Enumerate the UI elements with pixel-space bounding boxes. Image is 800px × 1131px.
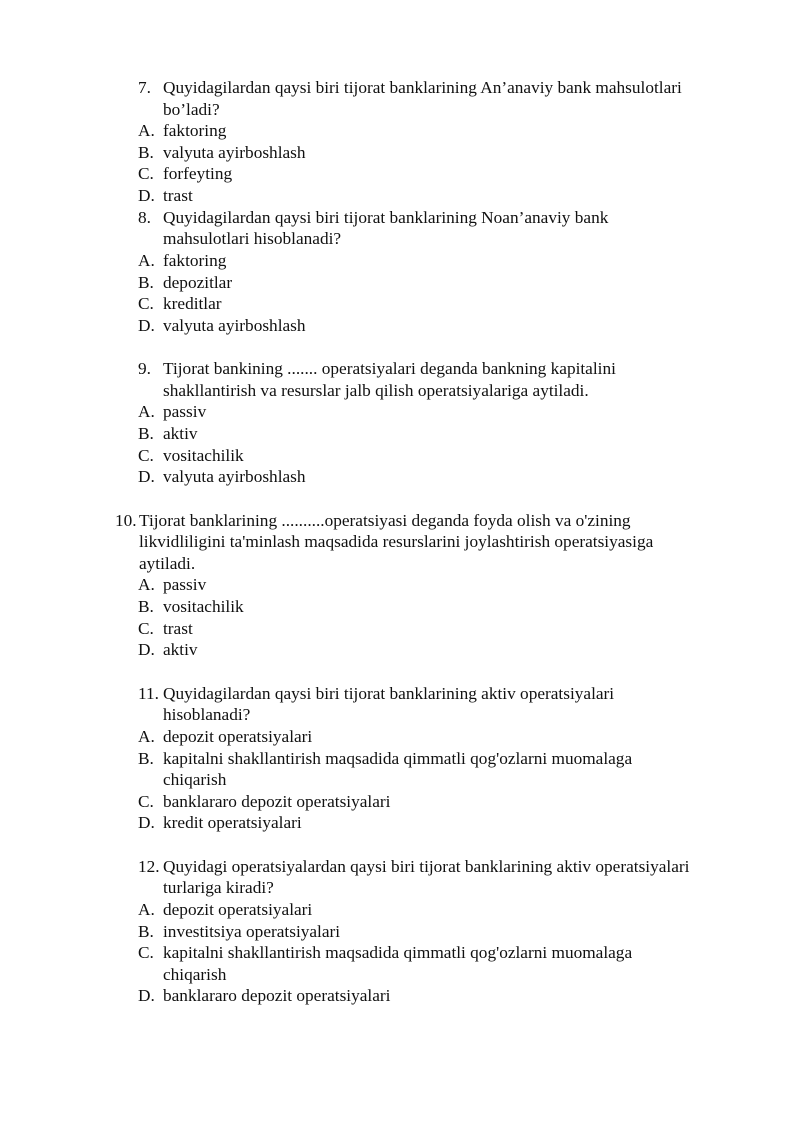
question-number: 10.: [115, 511, 137, 530]
option-text: passiv: [163, 402, 207, 421]
question-text: Quyidagilardan qaysi biri tijorat banklarining An’anaviy bank mahsulotlari: [163, 78, 682, 97]
option-text: valyuta ayirboshlash: [163, 143, 306, 162]
option-text: valyuta ayirboshlash: [163, 316, 306, 335]
question-number: 11.: [138, 684, 159, 703]
option-letter: C.: [138, 294, 154, 313]
question-number: 7.: [138, 78, 151, 97]
question-text: Quyidagilardan qaysi biri tijorat banklarining Noan’anaviy bank: [163, 208, 609, 227]
option-letter: B.: [138, 273, 154, 292]
option-text: kapitalni shakllantirish maqsadida qimmatli qog'ozlarni muomalaga: [163, 943, 633, 962]
option-text: trast: [163, 186, 193, 205]
question-number: 9.: [138, 359, 151, 378]
question-number: 8.: [138, 208, 151, 227]
option-text: depozit operatsiyalari: [163, 900, 313, 919]
option-letter: A.: [138, 900, 155, 919]
option-text: depozitlar: [163, 273, 233, 292]
option-text: banklararo depozit operatsiyalari: [163, 792, 391, 811]
option-letter: A.: [138, 402, 155, 421]
option-letter: B.: [138, 424, 154, 443]
option-letter: C.: [138, 164, 154, 183]
option-text: passiv: [163, 575, 207, 594]
question-text: Quyidagi operatsiyalardan qaysi biri tijorat banklarining aktiv operatsiyalari: [163, 857, 690, 876]
question-text: aytiladi.: [139, 554, 196, 573]
option-letter: D.: [138, 186, 155, 205]
question-text: turlariga kiradi?: [163, 878, 274, 897]
option-letter: A.: [138, 251, 155, 270]
option-letter: A.: [138, 727, 155, 746]
option-letter: D.: [138, 986, 155, 1005]
option-letter: C.: [138, 619, 154, 638]
option-text: kredit operatsiyalari: [163, 813, 302, 832]
option-letter: B.: [138, 597, 154, 616]
option-text: valyuta ayirboshlash: [163, 467, 306, 486]
option-text: aktiv: [163, 424, 198, 443]
option-letter: B.: [138, 143, 154, 162]
option-letter: D.: [138, 467, 155, 486]
question-text: bo’ladi?: [163, 100, 220, 119]
option-letter: D.: [138, 640, 155, 659]
option-letter: B.: [138, 749, 154, 768]
question-text: Tijorat bankining ....... operatsiyalari deganda bankning kapitalini: [163, 359, 616, 378]
option-letter: B.: [138, 922, 154, 941]
option-letter: C.: [138, 792, 154, 811]
option-text: vositachilik: [163, 446, 244, 465]
option-text: banklararo depozit operatsiyalari: [163, 986, 391, 1005]
option-letter: C.: [138, 446, 154, 465]
option-text: faktoring: [163, 121, 227, 140]
option-text: kapitalni shakllantirish maqsadida qimmatli qog'ozlarni muomalaga: [163, 749, 633, 768]
option-text: chiqarish: [163, 965, 227, 984]
option-text: kreditlar: [163, 294, 222, 313]
option-text: aktiv: [163, 640, 198, 659]
question-text: mahsulotlari hisoblanadi?: [163, 229, 342, 248]
question-text: Quyidagilardan qaysi biri tijorat banklarining aktiv operatsiyalari: [163, 684, 615, 703]
option-text: trast: [163, 619, 193, 638]
option-text: investitsiya operatsiyalari: [163, 922, 341, 941]
option-letter: A.: [138, 575, 155, 594]
question-text: shakllantirish va resurslar jalb qilish operatsiyalariga aytiladi.: [163, 381, 589, 400]
option-text: chiqarish: [163, 770, 227, 789]
option-letter: D.: [138, 813, 155, 832]
option-text: vositachilik: [163, 597, 244, 616]
option-letter: C.: [138, 943, 154, 962]
option-letter: D.: [138, 316, 155, 335]
question-number: 12.: [138, 857, 160, 876]
option-letter: A.: [138, 121, 155, 140]
question-text: likvidliligini ta'minlash maqsadida resurslarini joylashtirish operatsiyasiga: [139, 532, 654, 551]
option-text: faktoring: [163, 251, 227, 270]
option-text: depozit operatsiyalari: [163, 727, 313, 746]
question-text: hisoblanadi?: [163, 705, 251, 724]
option-text: forfeyting: [163, 164, 233, 183]
question-text: Tijorat banklarining ..........operatsiyasi deganda foyda olish va o'zining: [139, 511, 631, 530]
